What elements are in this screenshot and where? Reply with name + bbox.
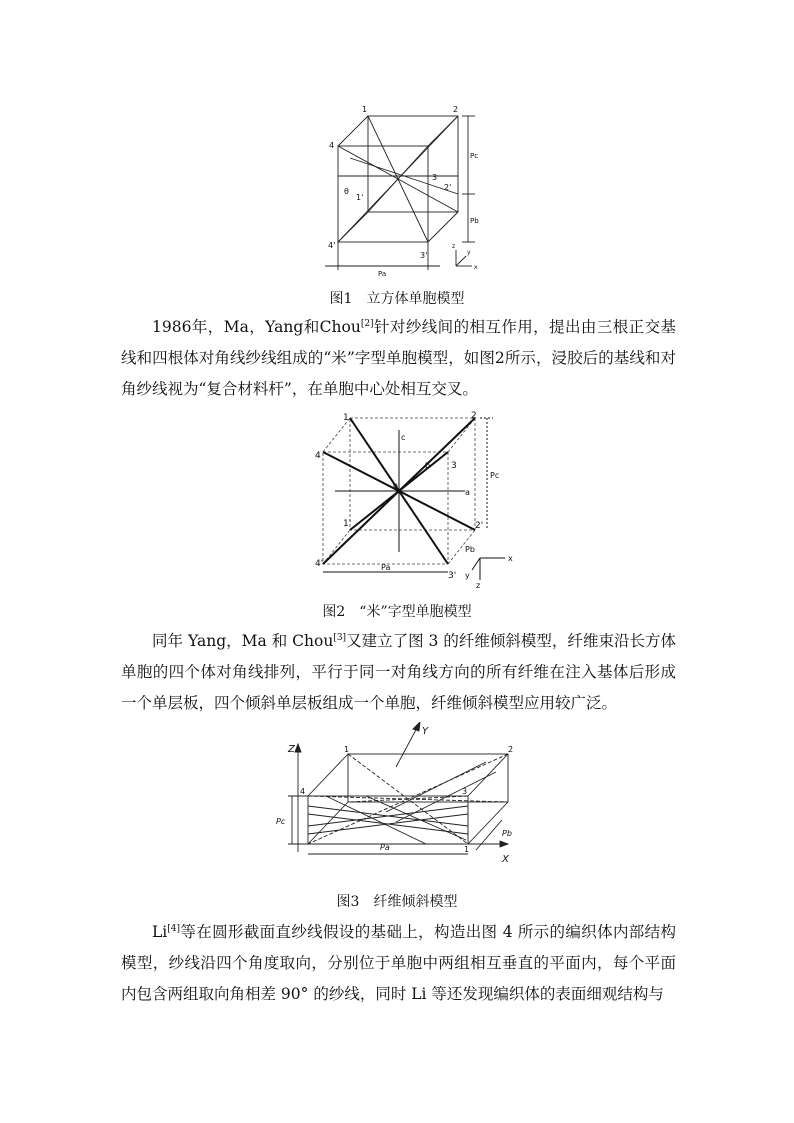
fig3-axis-z: Z <box>288 744 295 755</box>
fig2-label-o: o <box>393 481 398 490</box>
fig2-label-a: a <box>465 488 470 497</box>
fig1-theta: θ <box>344 187 349 196</box>
fig2-pc: Pc <box>490 471 500 480</box>
fig3-label-4: 4 <box>300 787 306 796</box>
fig1-label-4: 4 <box>329 141 335 150</box>
fig1-axis-z: z <box>452 243 456 250</box>
paragraph-3-text-a: Li <box>152 923 168 941</box>
fig1-label-1p: 1' <box>356 193 364 202</box>
fig3-axis-y: Y <box>422 726 429 737</box>
fig2-label-2: 2 <box>471 411 477 421</box>
fig1-axis-x: x <box>474 264 478 271</box>
citation-2: [2] <box>360 318 374 329</box>
fig2-label-1p: 1' <box>343 519 352 529</box>
fig3-pc: Pc <box>276 817 286 826</box>
fig3-label-1p: 1 <box>464 845 470 854</box>
paragraph-1-text-a: 1986年，Ma，Yang和Chou <box>152 318 361 336</box>
paragraph-1-text-b: 针对纱线间的相互作用，提出由三根正交基线和四根体对角线纱线组成的“米”字型单胞模型，如图2所示，浸胶后的基线和对角纱线视为“复合材料杆”，在单胞中心处相互交叉。 <box>121 318 676 398</box>
paragraph-1 <box>121 312 676 405</box>
citation-3: [3] <box>333 632 347 643</box>
fig2-label-1: 1 <box>343 413 349 423</box>
figure-3-caption: 图3 纤维倾斜模型 <box>336 894 458 910</box>
fig2-pa: Pa <box>381 563 391 572</box>
fig2-label-3: 3 <box>451 461 457 471</box>
fig2-axis-y: y <box>465 571 470 580</box>
fig1-label-2p: 2' <box>444 183 452 192</box>
fig3-label-3: 3 <box>462 787 468 796</box>
fig1-label-2: 2 <box>453 105 459 114</box>
fig1-label-4p: 4' <box>328 241 336 250</box>
fig2-label-b: b <box>425 461 431 470</box>
figure-1-cube-unit-cell <box>310 98 490 276</box>
paragraph-3-text-b: 等在圆形截面直纱线假设的基础上，构造出图 4 所示的编织体内部结构模型，纱线沿四个角度取向，分别位于单胞中两组相互垂直的平面内，每个平面内包含两组取向角相差 90° 的纱线，同时 Li 等还发现编织体的表面细观结构与 <box>121 923 676 1003</box>
fig1-label-3p: 3' <box>420 251 428 260</box>
fig2-label-2p: 2' <box>475 521 484 531</box>
paragraph-2 <box>121 626 676 719</box>
fig1-axis-y: y <box>467 249 471 256</box>
fig2-pb: Pb <box>465 545 475 554</box>
paragraph-2-text-b: 又建立了图 3 的纤维倾斜模型，纤维束沿长方体单胞的四个体对角线排列，平行于同一对角线方向的所有纤维在注入基体后形成一个单层板，四个倾斜单层板组成一个单胞，纤维倾斜模型应用较广泛。 <box>121 632 676 712</box>
fig1-pa: Pa <box>378 270 387 276</box>
fig3-pb: Pb <box>502 829 512 838</box>
fig3-pa: Pa <box>380 843 390 852</box>
fig2-label-4: 4 <box>315 451 321 461</box>
figure-2-mi-shaped-unit-cell <box>305 410 525 590</box>
fig3-axis-x: X <box>502 854 509 865</box>
paragraph-3 <box>121 917 676 1010</box>
fig2-axis-z: z <box>476 581 481 590</box>
fig1-label-1: 1 <box>362 105 368 114</box>
fig1-label-3: 3 <box>432 173 438 182</box>
citation-4: [4] <box>167 923 181 934</box>
figure-1-caption: 图1 立方体单胞模型 <box>329 291 465 307</box>
fig1-pc: Pc <box>470 152 479 160</box>
fig2-label-3p: 3' <box>448 571 457 581</box>
paragraph-2-text-a: 同年 Yang，Ma 和 Chou <box>152 632 334 650</box>
figure-2-caption: 图2 “米”字型单胞模型 <box>322 604 472 620</box>
fig3-label-1: 1 <box>344 745 350 754</box>
fig2-label-4p: 4' <box>315 559 324 569</box>
fig2-axis-x: x <box>508 554 513 563</box>
fig3-label-2: 2 <box>508 745 514 754</box>
fig2-label-c: c <box>401 433 406 442</box>
figure-3-fiber-inclination-model <box>276 722 516 872</box>
fig1-pb: Pb <box>470 217 479 225</box>
